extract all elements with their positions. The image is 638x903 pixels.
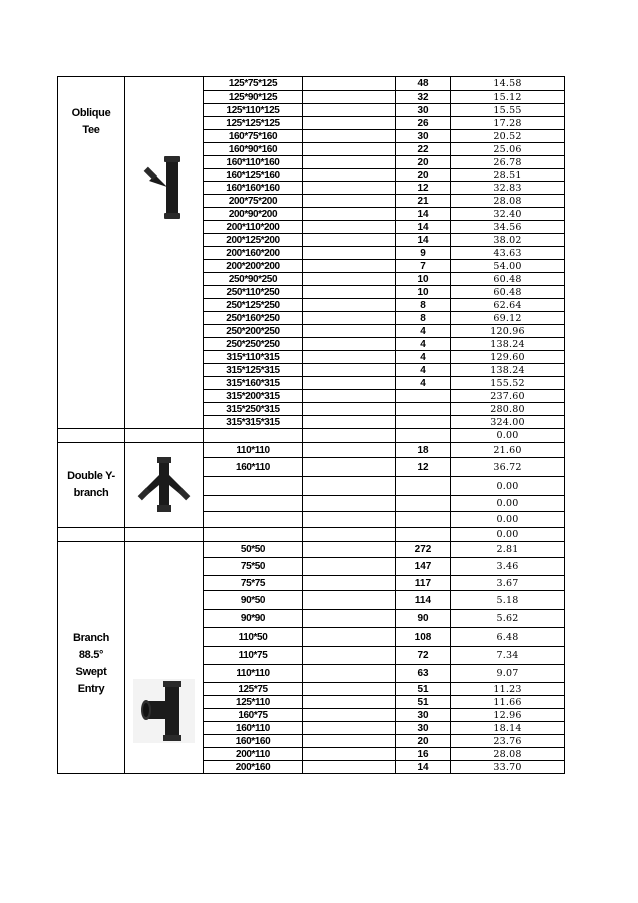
blank-cell — [303, 390, 396, 403]
price-cell: 237.60 — [451, 390, 565, 403]
spec-cell: 200*200*200 — [204, 260, 303, 273]
price-cell: 12.96 — [451, 709, 565, 722]
blank-cell — [303, 91, 396, 104]
quantity-cell: 48 — [396, 77, 451, 91]
spec-cell: 250*250*250 — [204, 338, 303, 351]
blank-cell — [303, 591, 396, 610]
price-cell: 0.00 — [451, 512, 565, 528]
blank-cell — [303, 338, 396, 351]
spec-cell: 200*75*200 — [204, 195, 303, 208]
quantity-cell: 4 — [396, 377, 451, 390]
table-row — [58, 542, 565, 558]
blank-cell — [303, 77, 396, 91]
spec-cell: 250*200*250 — [204, 325, 303, 338]
spec-cell: 315*125*315 — [204, 364, 303, 377]
category-cell-empty — [58, 528, 125, 542]
quantity-cell: 30 — [396, 104, 451, 117]
quantity-cell: 12 — [396, 458, 451, 477]
spec-cell: 110*75 — [204, 647, 303, 665]
price-cell: 280.80 — [451, 403, 565, 416]
blank-cell — [303, 665, 396, 683]
quantity-cell: 20 — [396, 156, 451, 169]
spec-cell: 315*110*315 — [204, 351, 303, 364]
blank-cell — [303, 286, 396, 299]
price-cell: 138.24 — [451, 364, 565, 377]
quantity-cell — [396, 429, 451, 443]
spec-cell: 250*125*250 — [204, 299, 303, 312]
price-cell: 5.18 — [451, 591, 565, 610]
quantity-cell: 20 — [396, 735, 451, 748]
quantity-cell: 8 — [396, 299, 451, 312]
price-cell: 6.48 — [451, 628, 565, 647]
quantity-cell: 14 — [396, 208, 451, 221]
quantity-cell: 4 — [396, 364, 451, 377]
oblique-tee-pipe-fitting-icon — [139, 155, 189, 221]
quantity-cell: 4 — [396, 351, 451, 364]
quantity-cell: 16 — [396, 748, 451, 761]
quantity-cell: 90 — [396, 610, 451, 628]
blank-cell — [303, 576, 396, 591]
swept-entry-branch-pipe-fitting-icon — [133, 679, 195, 743]
price-cell: 155.52 — [451, 377, 565, 390]
quantity-cell: 14 — [396, 221, 451, 234]
quantity-cell: 21 — [396, 195, 451, 208]
blank-cell — [303, 709, 396, 722]
blank-cell — [303, 542, 396, 558]
quantity-cell: 14 — [396, 761, 451, 774]
quantity-cell: 14 — [396, 234, 451, 247]
quantity-cell: 114 — [396, 591, 451, 610]
price-cell: 0.00 — [451, 429, 565, 443]
spec-cell — [204, 512, 303, 528]
blank-cell — [303, 735, 396, 748]
spec-cell: 125*75 — [204, 683, 303, 696]
price-cell: 26.78 — [451, 156, 565, 169]
blank-cell — [303, 260, 396, 273]
quantity-cell: 18 — [396, 443, 451, 458]
price-cell: 43.63 — [451, 247, 565, 260]
quantity-cell: 51 — [396, 696, 451, 709]
separator-row — [58, 528, 565, 542]
table-row — [58, 443, 565, 458]
price-cell: 5.62 — [451, 610, 565, 628]
quantity-cell — [396, 528, 451, 542]
spec-cell: 160*110 — [204, 722, 303, 735]
spec-cell: 200*110*200 — [204, 221, 303, 234]
spec-cell: 75*75 — [204, 576, 303, 591]
quantity-cell: 4 — [396, 338, 451, 351]
quantity-cell: 32 — [396, 91, 451, 104]
swept-entry-branch-pipe-fitting-icon — [125, 542, 204, 774]
price-cell: 60.48 — [451, 273, 565, 286]
blank-cell — [303, 443, 396, 458]
category-name: Double Y- branch — [58, 443, 125, 528]
spec-cell: 50*50 — [204, 542, 303, 558]
blank-cell — [303, 143, 396, 156]
blank-cell — [303, 351, 396, 364]
blank-cell — [303, 156, 396, 169]
spec-cell: 250*110*250 — [204, 286, 303, 299]
blank-cell — [303, 528, 396, 542]
price-cell: 32.40 — [451, 208, 565, 221]
price-cell: 129.60 — [451, 351, 565, 364]
blank-cell — [303, 377, 396, 390]
price-cell: 69.12 — [451, 312, 565, 325]
price-cell: 23.76 — [451, 735, 565, 748]
spec-cell: 125*90*125 — [204, 91, 303, 104]
price-cell: 324.00 — [451, 416, 565, 429]
spec-cell: 160*160*160 — [204, 182, 303, 195]
price-cell: 14.58 — [451, 77, 565, 91]
blank-cell — [303, 748, 396, 761]
spec-cell: 110*110 — [204, 443, 303, 458]
price-cell: 28.51 — [451, 169, 565, 182]
spec-cell: 160*75 — [204, 709, 303, 722]
category-name: Oblique Tee — [58, 77, 125, 429]
quantity-cell — [396, 477, 451, 496]
blank-cell — [303, 104, 396, 117]
blank-cell — [303, 299, 396, 312]
spec-cell — [204, 528, 303, 542]
price-cell: 15.55 — [451, 104, 565, 117]
spec-cell: 110*50 — [204, 628, 303, 647]
blank-cell — [303, 325, 396, 338]
blank-cell — [303, 496, 396, 512]
spec-cell: 200*160 — [204, 761, 303, 774]
price-cell: 21.60 — [451, 443, 565, 458]
price-cell: 54.00 — [451, 260, 565, 273]
blank-cell — [303, 722, 396, 735]
spec-cell: 90*50 — [204, 591, 303, 610]
spec-cell: 125*75*125 — [204, 77, 303, 91]
spec-cell: 160*75*160 — [204, 130, 303, 143]
quantity-cell: 12 — [396, 182, 451, 195]
quantity-cell — [396, 416, 451, 429]
blank-cell — [303, 477, 396, 496]
blank-cell — [303, 195, 396, 208]
image-cell-empty — [125, 528, 204, 542]
price-cell: 0.00 — [451, 528, 565, 542]
quantity-cell: 72 — [396, 647, 451, 665]
blank-cell — [303, 416, 396, 429]
spec-cell: 315*200*315 — [204, 390, 303, 403]
spec-cell: 160*90*160 — [204, 143, 303, 156]
blank-cell — [303, 221, 396, 234]
quantity-cell: 30 — [396, 709, 451, 722]
price-cell: 2.81 — [451, 542, 565, 558]
table-row — [58, 77, 565, 91]
price-cell: 11.66 — [451, 696, 565, 709]
quantity-cell: 30 — [396, 722, 451, 735]
blank-cell — [303, 182, 396, 195]
quantity-cell: 8 — [396, 312, 451, 325]
quantity-cell: 10 — [396, 273, 451, 286]
spec-cell: 250*160*250 — [204, 312, 303, 325]
quantity-cell: 9 — [396, 247, 451, 260]
quantity-cell: 117 — [396, 576, 451, 591]
spec-cell: 160*125*160 — [204, 169, 303, 182]
quantity-cell: 22 — [396, 143, 451, 156]
price-cell: 138.24 — [451, 338, 565, 351]
blank-cell — [303, 696, 396, 709]
spec-cell: 250*90*250 — [204, 273, 303, 286]
price-cell: 9.07 — [451, 665, 565, 683]
quantity-cell — [396, 512, 451, 528]
price-cell: 62.64 — [451, 299, 565, 312]
spec-cell: 125*125*125 — [204, 117, 303, 130]
price-cell: 20.52 — [451, 130, 565, 143]
blank-cell — [303, 647, 396, 665]
quantity-cell — [396, 403, 451, 416]
price-cell: 28.08 — [451, 748, 565, 761]
blank-cell — [303, 429, 396, 443]
spec-cell: 200*160*200 — [204, 247, 303, 260]
double-y-branch-pipe-fitting-icon — [135, 455, 193, 515]
spec-cell: 200*90*200 — [204, 208, 303, 221]
blank-cell — [303, 247, 396, 260]
oblique-tee-pipe-fitting-icon — [125, 77, 204, 429]
spec-cell — [204, 429, 303, 443]
spec-cell: 315*160*315 — [204, 377, 303, 390]
spec-cell: 160*160 — [204, 735, 303, 748]
quantity-cell: 20 — [396, 169, 451, 182]
price-cell: 32.83 — [451, 182, 565, 195]
price-cell: 0.00 — [451, 477, 565, 496]
price-cell: 0.00 — [451, 496, 565, 512]
price-cell: 120.96 — [451, 325, 565, 338]
price-table-sheet — [57, 76, 564, 774]
blank-cell — [303, 130, 396, 143]
blank-cell — [303, 403, 396, 416]
price-cell: 38.02 — [451, 234, 565, 247]
price-cell: 11.23 — [451, 683, 565, 696]
spec-cell: 160*110*160 — [204, 156, 303, 169]
price-cell: 33.70 — [451, 761, 565, 774]
blank-cell — [303, 364, 396, 377]
blank-cell — [303, 234, 396, 247]
spec-cell: 315*250*315 — [204, 403, 303, 416]
price-cell: 18.14 — [451, 722, 565, 735]
quantity-cell: 272 — [396, 542, 451, 558]
spec-cell: 125*110*125 — [204, 104, 303, 117]
double-y-branch-pipe-fitting-icon — [125, 443, 204, 528]
quantity-cell: 108 — [396, 628, 451, 647]
quantity-cell: 147 — [396, 558, 451, 576]
spec-cell: 315*315*315 — [204, 416, 303, 429]
blank-cell — [303, 558, 396, 576]
quantity-cell — [396, 390, 451, 403]
blank-cell — [303, 683, 396, 696]
quantity-cell: 7 — [396, 260, 451, 273]
price-cell: 25.06 — [451, 143, 565, 156]
price-cell: 36.72 — [451, 458, 565, 477]
spec-cell: 200*110 — [204, 748, 303, 761]
price-cell: 34.56 — [451, 221, 565, 234]
spec-cell: 110*110 — [204, 665, 303, 683]
quantity-cell: 30 — [396, 130, 451, 143]
quantity-cell: 26 — [396, 117, 451, 130]
category-name: Branch 88.5° Swept Entry — [58, 542, 125, 774]
quantity-cell: 10 — [396, 286, 451, 299]
blank-cell — [303, 208, 396, 221]
spec-cell: 200*125*200 — [204, 234, 303, 247]
spec-cell: 160*110 — [204, 458, 303, 477]
spec-cell: 75*50 — [204, 558, 303, 576]
spec-cell — [204, 477, 303, 496]
separator-row — [58, 429, 565, 443]
price-cell: 28.08 — [451, 195, 565, 208]
spec-cell — [204, 496, 303, 512]
quantity-cell — [396, 496, 451, 512]
price-cell: 3.46 — [451, 558, 565, 576]
blank-cell — [303, 117, 396, 130]
blank-cell — [303, 512, 396, 528]
blank-cell — [303, 169, 396, 182]
price-table — [57, 76, 565, 774]
blank-cell — [303, 312, 396, 325]
blank-cell — [303, 458, 396, 477]
blank-cell — [303, 628, 396, 647]
price-cell: 7.34 — [451, 647, 565, 665]
price-cell: 3.67 — [451, 576, 565, 591]
price-cell: 60.48 — [451, 286, 565, 299]
blank-cell — [303, 273, 396, 286]
spec-cell: 125*110 — [204, 696, 303, 709]
quantity-cell: 4 — [396, 325, 451, 338]
price-cell: 17.28 — [451, 117, 565, 130]
quantity-cell: 51 — [396, 683, 451, 696]
price-cell: 15.12 — [451, 91, 565, 104]
blank-cell — [303, 761, 396, 774]
category-cell-empty — [58, 429, 125, 443]
blank-cell — [303, 610, 396, 628]
image-cell-empty — [125, 429, 204, 443]
spec-cell: 90*90 — [204, 610, 303, 628]
quantity-cell: 63 — [396, 665, 451, 683]
